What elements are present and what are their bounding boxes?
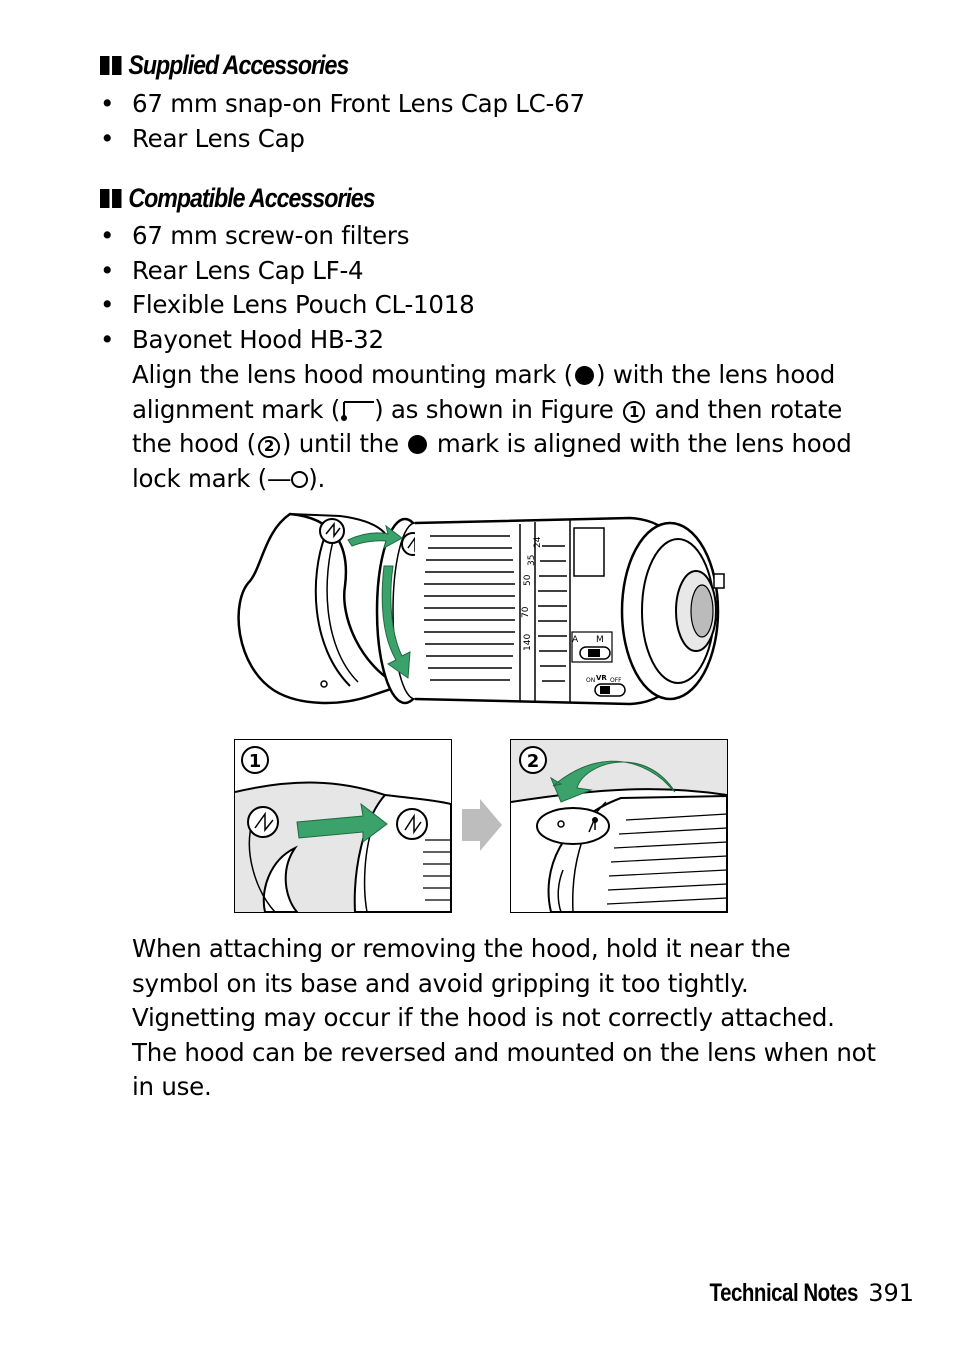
- bullet-icon: •: [100, 221, 115, 250]
- step-2-icon: 2: [258, 436, 280, 458]
- vr-label: OFF: [610, 677, 622, 684]
- mounting-mark-icon: [408, 435, 427, 454]
- bullet-icon: •: [100, 290, 115, 319]
- zoom-scale-label: 70: [521, 606, 531, 618]
- bullet-icon: •: [100, 89, 115, 118]
- section-marker-icon: [100, 56, 122, 75]
- zoom-scale-label: 24: [533, 536, 543, 548]
- list-item: • Bayonet Hood HB-32: [100, 323, 474, 358]
- list-item: • 67 mm snap-on Front Lens Cap LC-67: [100, 87, 585, 122]
- instruction-line: alignment mark ( ) as shown in Figure 1 and then rotate: [132, 394, 843, 424]
- zoom-scale-label: 35: [527, 554, 537, 566]
- step-number: 2: [526, 751, 540, 772]
- lens-hood-illustration: [230, 506, 730, 712]
- bullet-icon: •: [100, 123, 115, 153]
- step-1-illustration: [235, 740, 451, 912]
- alignment-mark-icon: [340, 398, 374, 422]
- step-number: 1: [248, 751, 262, 772]
- compatible-heading-text: Compatible Accessories: [128, 183, 375, 213]
- note-line: in use.: [132, 1072, 212, 1101]
- vr-label: ON: [586, 677, 596, 684]
- list-item: • Rear Lens Cap: [100, 122, 585, 157]
- mounting-mark-icon: [575, 366, 594, 385]
- figure-panel-step-1: [234, 739, 452, 913]
- note-line: The hood can be reversed and mounted on the lens when not: [132, 1037, 876, 1067]
- note-line: Vignetting may occur if the hood is not correctly attached.: [132, 1003, 835, 1032]
- step-1-icon: 1: [623, 401, 645, 423]
- zoom-scale-label: 50: [523, 574, 533, 586]
- instruction-line: lock mark (— ).: [132, 463, 326, 493]
- section-heading-supplied: [100, 50, 348, 81]
- step-2-illustration: [511, 740, 727, 912]
- instruction-line: Align the lens hood mounting mark ( ) with the lens hood: [132, 360, 836, 389]
- section-marker-icon: [100, 189, 122, 208]
- supplied-list: [100, 87, 585, 156]
- note-line: When attaching or removing the hood, hold it near the: [132, 934, 791, 963]
- next-step-arrow-icon: [458, 797, 503, 853]
- bullet-icon: •: [100, 255, 115, 285]
- mode-label: A: [572, 635, 579, 645]
- vr-label: VR: [596, 674, 607, 682]
- lock-mark-icon: [291, 471, 308, 488]
- bullet-icon: •: [100, 324, 115, 354]
- supplied-heading-text: Supplied Accessories: [128, 50, 349, 80]
- page-number: 391: [868, 1279, 914, 1307]
- mode-label: M: [596, 635, 604, 645]
- page-footer: [677, 1279, 914, 1308]
- hood-instructions: [132, 358, 852, 496]
- note-line: symbol on its base and avoid gripping it too tightly.: [132, 968, 749, 998]
- instruction-line: the hood ( 2 ) until the mark is aligned with the lens hood: [132, 429, 852, 458]
- zoom-scale-label: 140: [523, 633, 533, 651]
- list-item: • Rear Lens Cap LF-4: [100, 254, 474, 289]
- section-heading-compatible: [100, 183, 375, 214]
- hood-usage-notes: [132, 932, 876, 1105]
- footer-section-title: Technical Notes: [709, 1279, 859, 1307]
- list-item: • Flexible Lens Pouch CL-1018: [100, 288, 474, 323]
- figure-panel-step-2: [510, 739, 728, 913]
- list-item: • 67 mm screw-on filters: [100, 219, 474, 254]
- compatible-list: [100, 219, 474, 357]
